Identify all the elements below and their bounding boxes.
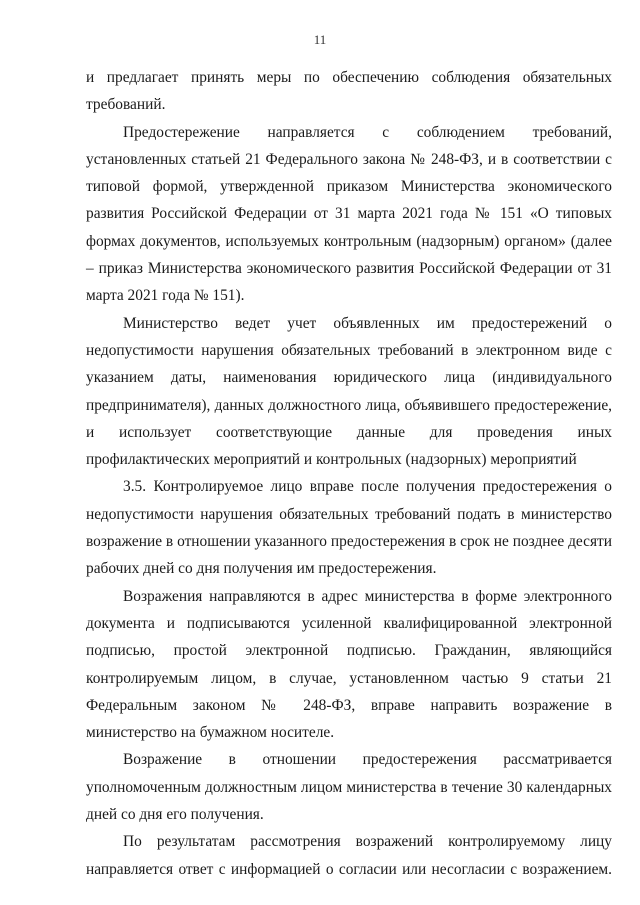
paragraph-objection-form: Возражения направляются в адрес министерства в форме электронного документа и подписываются усиленной квалифицированной электронной подписью, простой электронной подписью. Гражданин, являющийся контролируемым лицом, в случае, установленном частью 9 статьи 21 Федеральным законом № 248-ФЗ, вправе направить возражение в министерство на бумажном носителе. xyxy=(86,587,612,742)
paragraph-ministry-records: Министерство ведет учет объявленных им предостережений о недопустимости нарушения обязательных требований в электронном виде с указанием даты, наименования юридического лица (индивидуального предпринимателя), данных должностного лица, объявившего предостережение, и использует соответствующие данные для проведения иных профилактических мероприятий и контрольных (надзорных) мероприятий xyxy=(86,314,612,469)
page-number: 11 xyxy=(313,32,327,47)
paragraph-review-result: По результатам рассмотрения возражений контролируемому лицу направляется ответ с информацией о согласии или несогласии с возражением. xyxy=(86,833,612,878)
paragraph-objection-review: Возражение в отношении предостережения рассматривается уполномоченным должностным лицом министерства в течение 30 календарных дней со дня его получения. xyxy=(86,751,612,824)
paragraph-continuation: и предлагает принять меры по обеспечению соблюдения обязательных требований. xyxy=(86,69,612,114)
document-body xyxy=(86,64,612,883)
paragraph-warning-sending: Предостережение направляется с соблюдением требований, установленных статьей 21 Федерального закона № 248-ФЗ, и в соответствии с типовой формой, утвержденной приказом Министерства экономического развития Российской Федерации от 31 марта 2021 года № 151 «О типовых формах документов, используемых контрольным (надзорным) органом» (далее – приказ Министерства экономического развития Российской Федерации от 31 марта 2021 года № 151). xyxy=(86,123,612,305)
paragraph-3-5-objection-right: 3.5. Контролируемое лицо вправе после получения предостережения о недопустимости нарушения обязательных требований подать в министерство возражение в отношении указанного предостережения в срок не позднее десяти рабочих дней со дня получения им предостережения. xyxy=(86,478,612,578)
